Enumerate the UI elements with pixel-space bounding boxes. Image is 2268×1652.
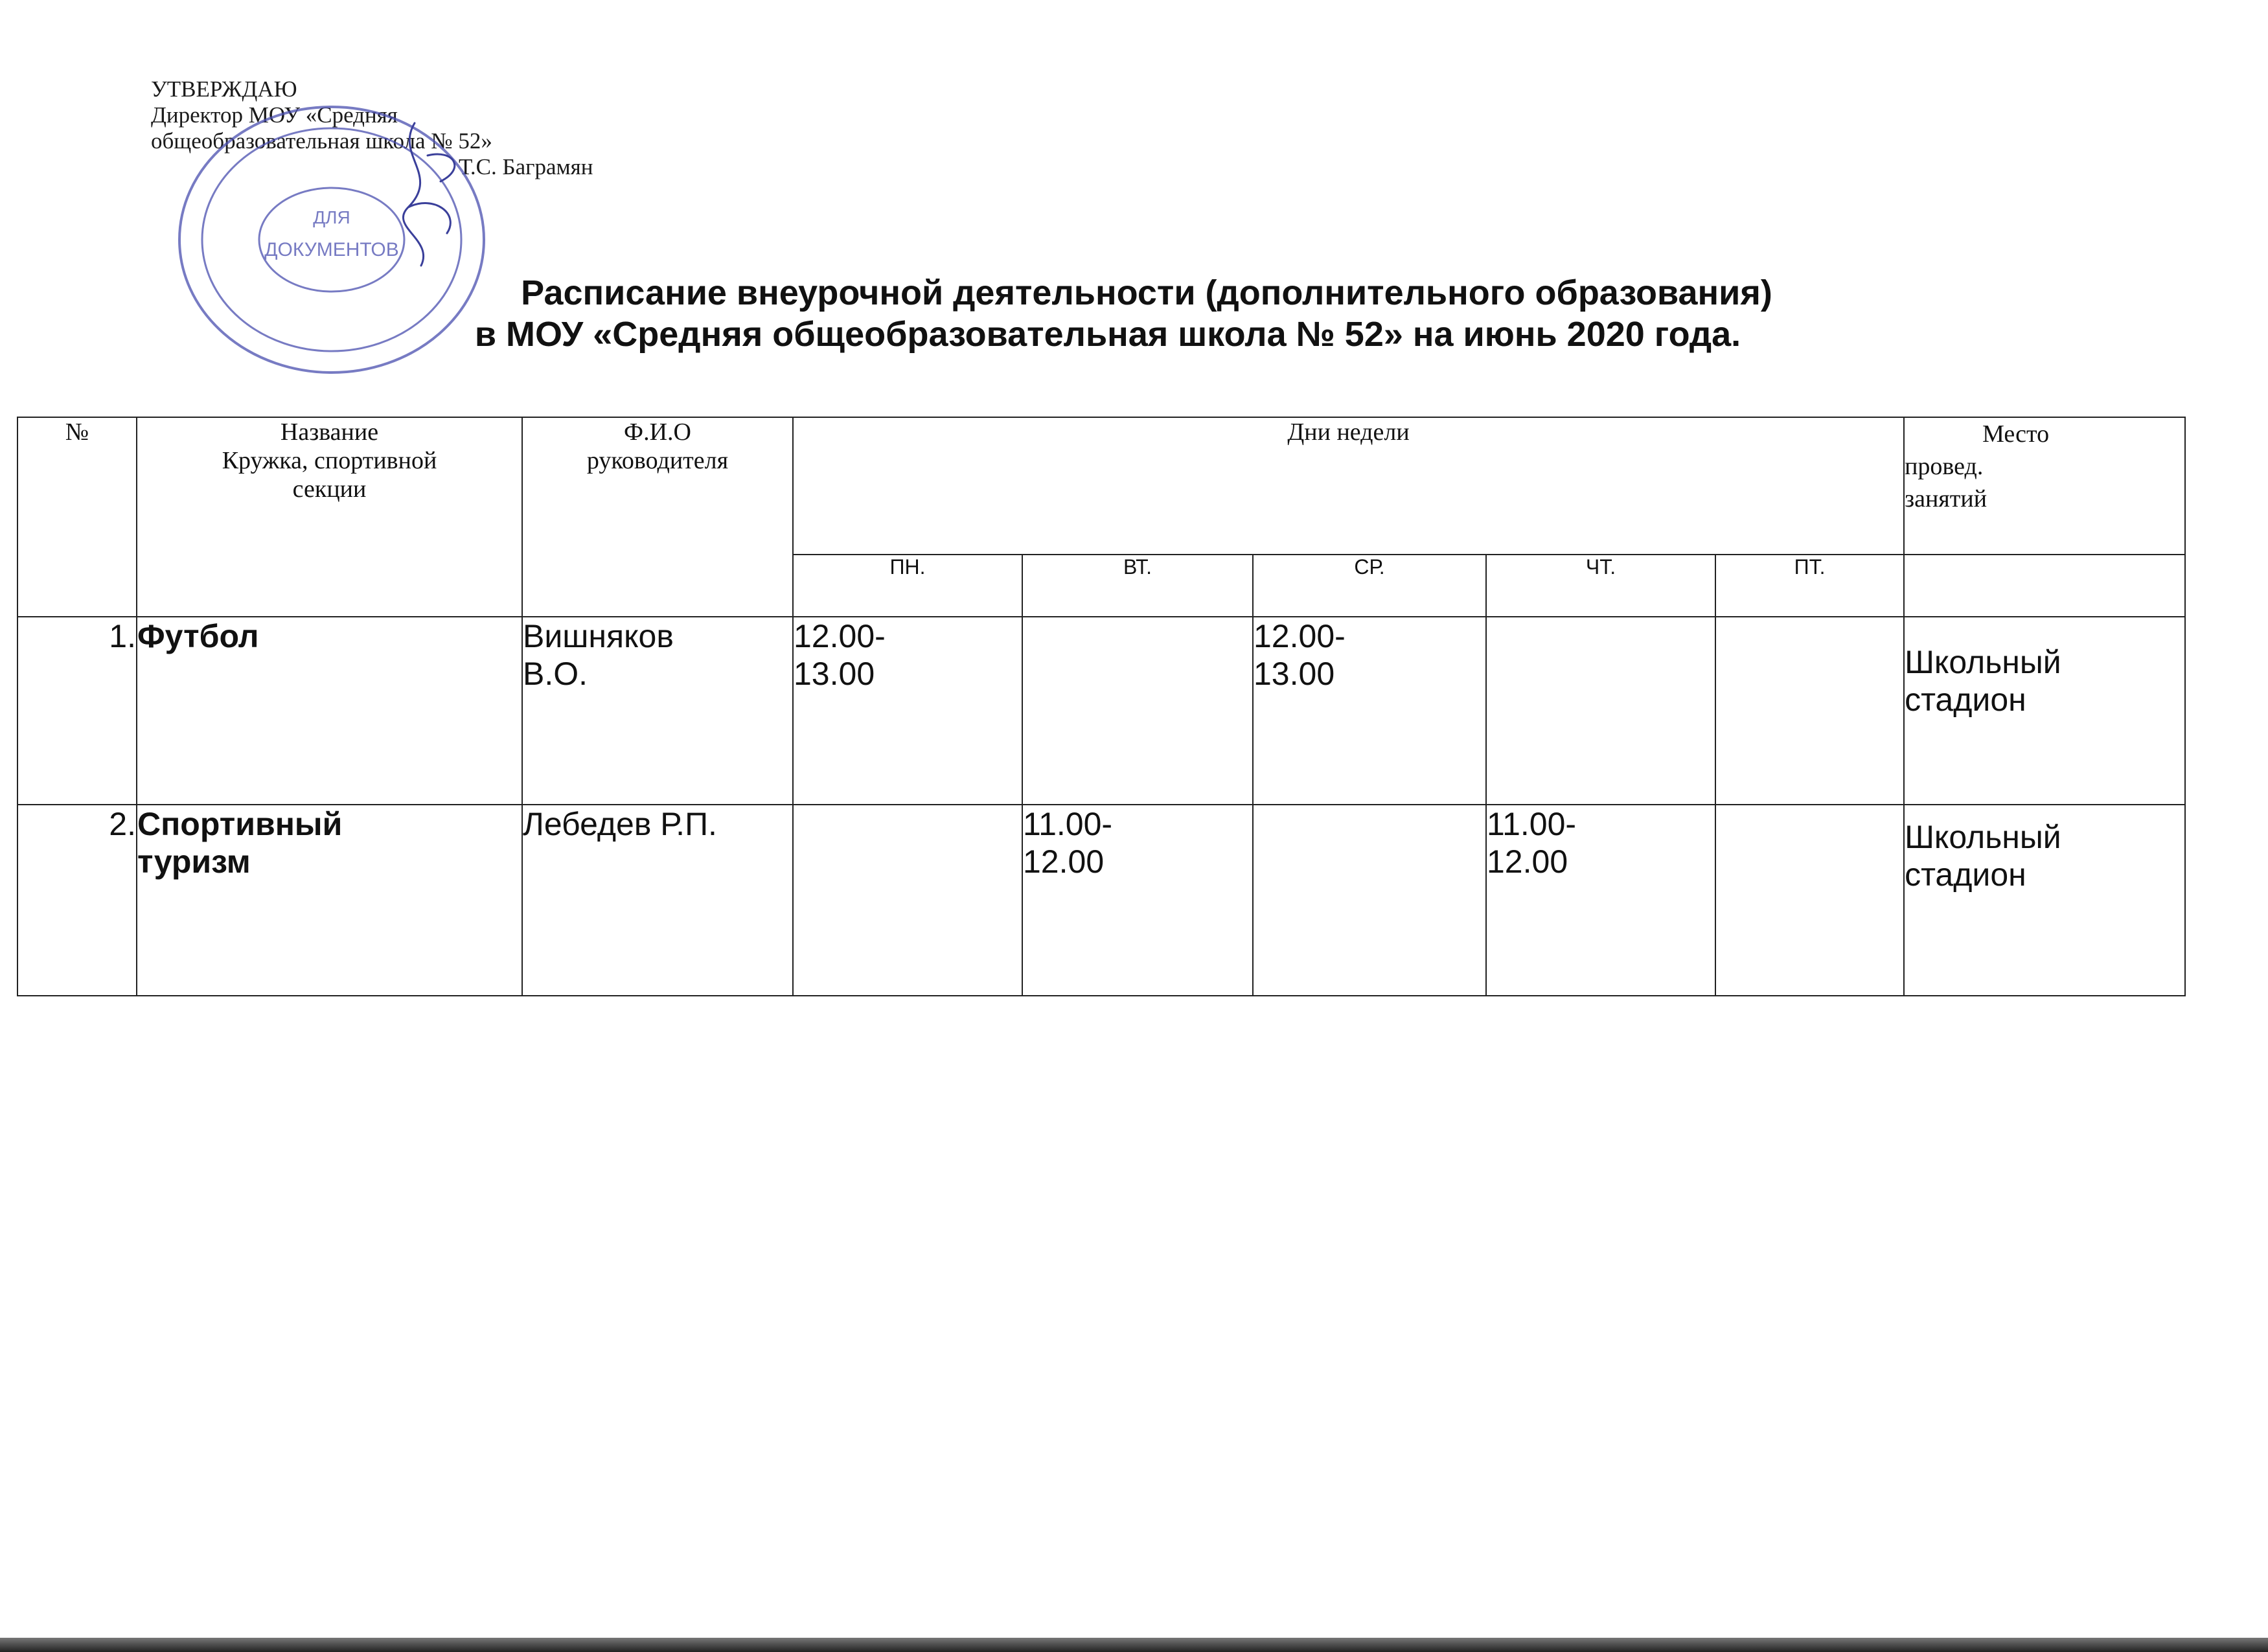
time-tue: 11.00- 12.00 — [1022, 805, 1253, 996]
row-number: 2. — [17, 805, 137, 996]
approval-block — [151, 76, 682, 180]
time-wed: 12.00- 13.00 — [1253, 617, 1486, 805]
place: Школьный стадион — [1904, 805, 2185, 996]
activity-name: Футбол — [137, 617, 522, 805]
activity-name: Спортивный туризм — [137, 805, 522, 996]
stamp-text-top: ДЛЯ — [313, 207, 350, 227]
header-activity-name: Название Кружка, спортивной секции — [137, 417, 522, 617]
time-fri — [1715, 805, 1904, 996]
schedule-table — [17, 417, 2186, 996]
header-leader: Ф.И.О руководителя — [522, 417, 793, 617]
time-wed — [1253, 805, 1486, 996]
table-row — [17, 805, 2185, 996]
day-fri: ПТ. — [1715, 555, 1904, 617]
approval-signer: Т.С. Баграмян — [459, 154, 593, 179]
day-tue: ВТ. — [1022, 555, 1253, 617]
header-place: Место провед. занятий — [1904, 417, 2185, 555]
title-line2: в МОУ «Средняя общеобразовательная школа № 52» на июнь 2020 года. — [474, 315, 1741, 354]
row-number: 1. — [17, 617, 137, 805]
leader-name: Лебедев Р.П. — [522, 805, 793, 996]
scan-edge-strip — [0, 1638, 2268, 1652]
table-row — [17, 617, 2185, 805]
approval-heading: УТВЕРЖДАЮ — [151, 76, 297, 102]
place: Школьный стадион — [1904, 617, 2185, 805]
table-header-row — [17, 417, 2185, 555]
approval-director-line2: общеобразовательная школа № 52» — [151, 128, 492, 154]
day-place-empty — [1904, 555, 2185, 617]
time-fri — [1715, 617, 1904, 805]
leader-name: Вишняков В.О. — [522, 617, 793, 805]
day-mon: ПН. — [793, 555, 1022, 617]
header-weekdays: Дни недели — [793, 417, 1904, 555]
time-thu: 11.00- 12.00 — [1486, 805, 1715, 996]
document-title — [207, 272, 2008, 355]
stamp-text-bottom: ДОКУМЕНТОВ — [264, 239, 399, 260]
time-tue — [1022, 617, 1253, 805]
title-line1: Расписание внеурочной деятельности (дополнительного образования) — [521, 273, 1772, 312]
day-wed: СР. — [1253, 555, 1486, 617]
time-thu — [1486, 617, 1715, 805]
time-mon: 12.00- 13.00 — [793, 617, 1022, 805]
time-mon — [793, 805, 1022, 996]
approval-director-line1: Директор МОУ «Средняя — [151, 102, 398, 128]
day-thu: ЧТ. — [1486, 555, 1715, 617]
header-number: № — [17, 417, 137, 617]
